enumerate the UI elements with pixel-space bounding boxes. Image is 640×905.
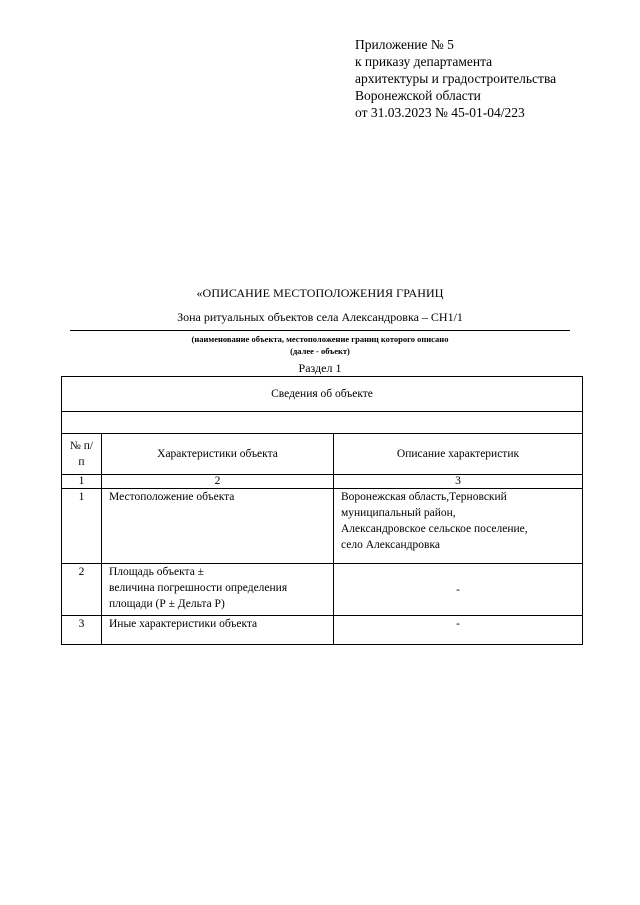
- object-name-note: [0, 333, 640, 357]
- empty-row: [62, 412, 583, 434]
- note-line: (далее - объект): [290, 346, 350, 356]
- characteristic-line: площади (Р ± Дельта Р): [109, 598, 225, 610]
- row-number: 3: [62, 616, 102, 645]
- row-description: [334, 489, 583, 564]
- column-number: 1: [62, 475, 102, 489]
- appendix-header: [355, 36, 556, 121]
- document-title: «ОПИСАНИЕ МЕСТОПОЛОЖЕНИЯ ГРАНИЦ: [196, 286, 444, 300]
- section-title: Раздел 1: [298, 361, 342, 375]
- object-info-table: [61, 376, 583, 645]
- description-line: Александровское сельское поселение,: [341, 523, 528, 535]
- underline-divider: [70, 330, 570, 331]
- row-characteristic: Иные характеристики объекта: [102, 616, 334, 645]
- characteristic-line: Площадь объекта ±: [109, 566, 204, 578]
- table-row: [62, 564, 583, 616]
- characteristic-line: величина погрешности определения: [109, 582, 288, 594]
- description-line: Воронежская область,Терновский: [341, 491, 507, 503]
- table-caption: Сведения об объекте: [62, 377, 583, 412]
- object-name: Зона ритуальных объектов села Александровка – СН1/1: [177, 310, 463, 324]
- appendix-line: от 31.03.2023 № 45-01-04/223: [355, 105, 525, 120]
- header-number: № п/п: [62, 434, 102, 475]
- row-number: 2: [62, 564, 102, 616]
- appendix-line: архитектуры и градостроительства: [355, 71, 557, 86]
- note-line: (наименование объекта, местоположение границ которого описано: [191, 334, 449, 344]
- description-line: село Александровка: [341, 539, 440, 551]
- header-characteristic: Характеристики объекта: [102, 434, 334, 475]
- row-description: -: [334, 564, 583, 616]
- row-description: -: [334, 616, 583, 645]
- header-description: Описание характеристик: [334, 434, 583, 475]
- row-number: 1: [62, 489, 102, 564]
- row-characteristic: Местоположение объекта: [102, 489, 334, 564]
- table-row: [62, 616, 583, 645]
- appendix-line: к приказу департамента: [355, 54, 493, 69]
- row-characteristic: [102, 564, 334, 616]
- description-line: муниципальный район,: [341, 507, 456, 519]
- column-number: 2: [102, 475, 334, 489]
- appendix-line: Воронежской области: [355, 88, 481, 103]
- table-row: [62, 489, 583, 564]
- appendix-line: Приложение № 5: [355, 37, 454, 52]
- column-number: 3: [334, 475, 583, 489]
